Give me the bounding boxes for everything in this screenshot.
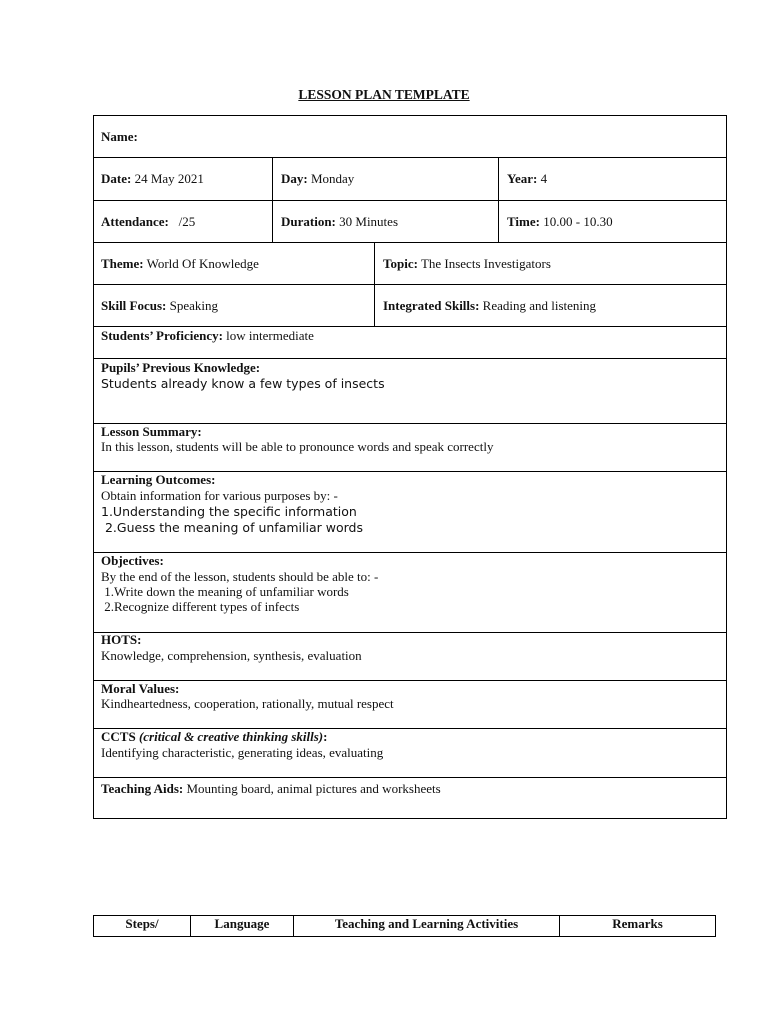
- learning-outcomes-line: 2.Guess the meaning of unfamiliar words: [101, 520, 363, 535]
- skill-focus-value: Speaking: [169, 298, 219, 313]
- objectives-line: 2.Recognize different types of infects: [101, 599, 300, 614]
- teaching-aids-label: Teaching Aids:: [101, 781, 184, 796]
- lesson-summary-heading: Lesson Summary:: [101, 424, 202, 439]
- teaching-aids-value: Mounting board, animal pictures and worksheets: [186, 781, 441, 796]
- topic-label: Topic:: [383, 256, 418, 271]
- learning-outcomes-line: 1.Understanding the specific information: [101, 504, 357, 519]
- learning-outcomes-section: [93, 471, 727, 553]
- objectives-heading: Objectives:: [101, 553, 164, 568]
- ccts-line: Identifying characteristic, generating ideas, evaluating: [101, 745, 384, 760]
- moral-values-line: Kindheartedness, cooperation, rationally, mutual respect: [101, 696, 394, 711]
- language-header-label: Language: [214, 916, 270, 931]
- ccts-heading-italic: (critical & creative thinking skills): [138, 729, 324, 744]
- previous-knowledge-line: Students already know a few types of insects: [101, 376, 385, 391]
- date-label: Date:: [101, 171, 132, 186]
- attendance-label: Attendance:: [101, 214, 169, 229]
- integrated-skills-label: Integrated Skills:: [383, 298, 480, 313]
- language-header: [190, 915, 294, 937]
- learning-outcomes-heading: Learning Outcomes:: [101, 472, 216, 487]
- theme-label: Theme:: [101, 256, 144, 271]
- year-value: 4: [540, 171, 548, 186]
- remarks-header: [559, 915, 716, 937]
- proficiency-row: [93, 326, 727, 359]
- activities-header-label: Teaching and Learning Activities: [334, 916, 519, 931]
- attendance-value: /25: [178, 214, 196, 229]
- lesson-summary-section: [93, 423, 727, 472]
- moral-values-heading: Moral Values:: [101, 681, 180, 696]
- teaching-aids-row: [93, 777, 727, 819]
- date-value: 24 May 2021: [134, 171, 204, 186]
- time-value: 10.00 - 10.30: [543, 214, 613, 229]
- attendance-cell: [93, 200, 273, 243]
- time-cell: [498, 200, 727, 243]
- name-row: [93, 115, 727, 158]
- activities-header: [293, 915, 560, 937]
- hots-heading: HOTS:: [101, 632, 142, 647]
- skill-focus-cell: [93, 284, 375, 327]
- page-title: LESSON PLAN TEMPLATE: [298, 87, 470, 102]
- day-label: Day:: [281, 171, 308, 186]
- hots-section: [93, 632, 727, 681]
- name-label: Name:: [101, 129, 138, 144]
- lesson-summary-line: In this lesson, students will be able to pronounce words and speak correctly: [101, 439, 494, 454]
- proficiency-value: low intermediate: [226, 328, 314, 343]
- learning-outcomes-line: Obtain information for various purposes by: -: [101, 488, 338, 503]
- skill-focus-label: Skill Focus:: [101, 298, 167, 313]
- previous-knowledge-heading: Pupils’ Previous Knowledge:: [101, 360, 261, 375]
- year-label: Year:: [507, 171, 538, 186]
- moral-values-section: [93, 680, 727, 729]
- topic-value: The Insects Investigators: [420, 256, 551, 271]
- remarks-header-label: Remarks: [612, 916, 663, 931]
- objectives-line: 1.Write down the meaning of unfamiliar words: [101, 584, 349, 599]
- hots-line: Knowledge, comprehension, synthesis, evaluation: [101, 648, 362, 663]
- day-cell: [272, 157, 499, 201]
- objectives-line: By the end of the lesson, students should be able to: -: [101, 569, 379, 584]
- topic-cell: [374, 242, 727, 285]
- steps-header-label: Steps/: [125, 916, 159, 931]
- integrated-skills-value: Reading and listening: [482, 298, 597, 313]
- day-value: Monday: [310, 171, 355, 186]
- duration-cell: [272, 200, 499, 243]
- integrated-skills-cell: [374, 284, 727, 327]
- theme-value: World Of Knowledge: [146, 256, 259, 271]
- objectives-section: [93, 552, 727, 633]
- date-cell: [93, 157, 273, 201]
- ccts-heading: CCTS: [101, 729, 136, 744]
- year-cell: [498, 157, 727, 201]
- ccts-section: [93, 728, 727, 778]
- duration-label: Duration:: [281, 214, 336, 229]
- steps-header: [93, 915, 191, 937]
- duration-value: 30 Minutes: [339, 214, 399, 229]
- proficiency-label: Students’ Proficiency:: [101, 328, 223, 343]
- theme-cell: [93, 242, 375, 285]
- ccts-heading-colon: :: [323, 729, 328, 744]
- previous-knowledge-section: [93, 358, 727, 424]
- time-label: Time:: [507, 214, 540, 229]
